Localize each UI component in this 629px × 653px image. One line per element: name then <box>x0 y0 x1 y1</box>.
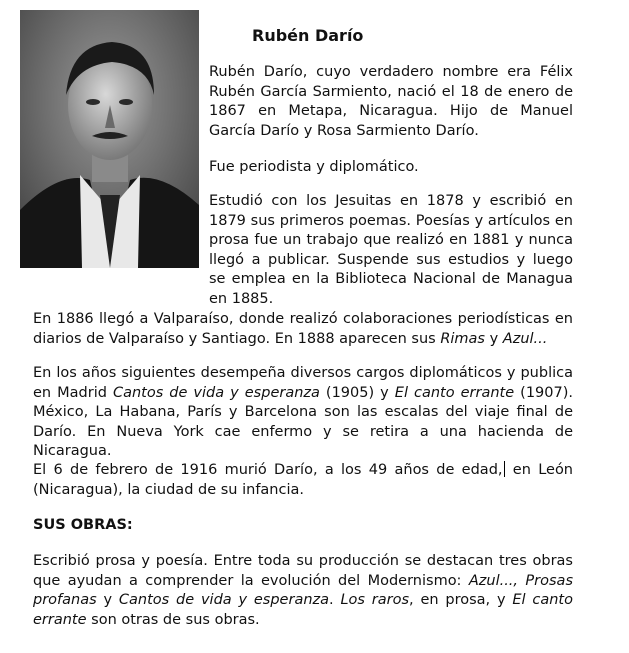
bio-paragraph-valparaiso: En 1886 llegó a Valparaíso, donde realizó colaboraciones periodísticas en diarios de Valparaíso y Santiago. En 1888 aparecen sus Rimas y Azul... <box>33 311 573 347</box>
works-paragraph: Escribió prosa y poesía. Entre toda su producción se destacan tres obras que ayudan a comprender la evolución del Modernismo: Azul..., Prosas profanas y Cantos de vida y esperanza. Los raros, en prosa, y El canto errante son otras de sus obras. <box>33 553 573 628</box>
portrait-photo <box>20 10 199 268</box>
page-title: Rubén Darío <box>252 26 364 45</box>
bio-paragraph-diplomacy: En los años siguientes desempeña diversos cargos diplomáticos y publica en Madrid Cantos de vida y esperanza (1905) y El canto errante (1907). México, La Habana, París y Barcelona son las escalas del viaje final de Darío. En Nueva York cae enfermo y se retira a una hacienda de Nicaragua. <box>33 365 574 459</box>
text-cursor <box>504 461 505 477</box>
bio-paragraph-studies: Estudió con los Jesuitas en 1878 y escribió en 1879 sus primeros poemas. Poesías y artículos en prosa fue un trabajo que realizó en 1881 y nunca llegó a publicar. Suspende sus estudios y luego se emplea en la Biblioteca Nacional de Managua en 1885. <box>209 193 573 307</box>
bio-paragraph-profession: Fue periodista y diplomático. <box>209 159 419 175</box>
bio-paragraph-birth: Rubén Darío, cuyo verdadero nombre era Félix Rubén García Sarmiento, nació el 18 de enero de 1867 en Metapa, Nicaragua. Hijo de Manuel García Darío y Rosa Sarmiento Darío. <box>209 64 573 139</box>
works-heading: SUS OBRAS: <box>33 517 133 533</box>
portrait-image <box>20 10 199 268</box>
bio-paragraph-death: El 6 de febrero de 1916 murió Darío, a los 49 años de edad, en León (Nicaragua), la ciudad de su infancia. <box>33 462 574 498</box>
